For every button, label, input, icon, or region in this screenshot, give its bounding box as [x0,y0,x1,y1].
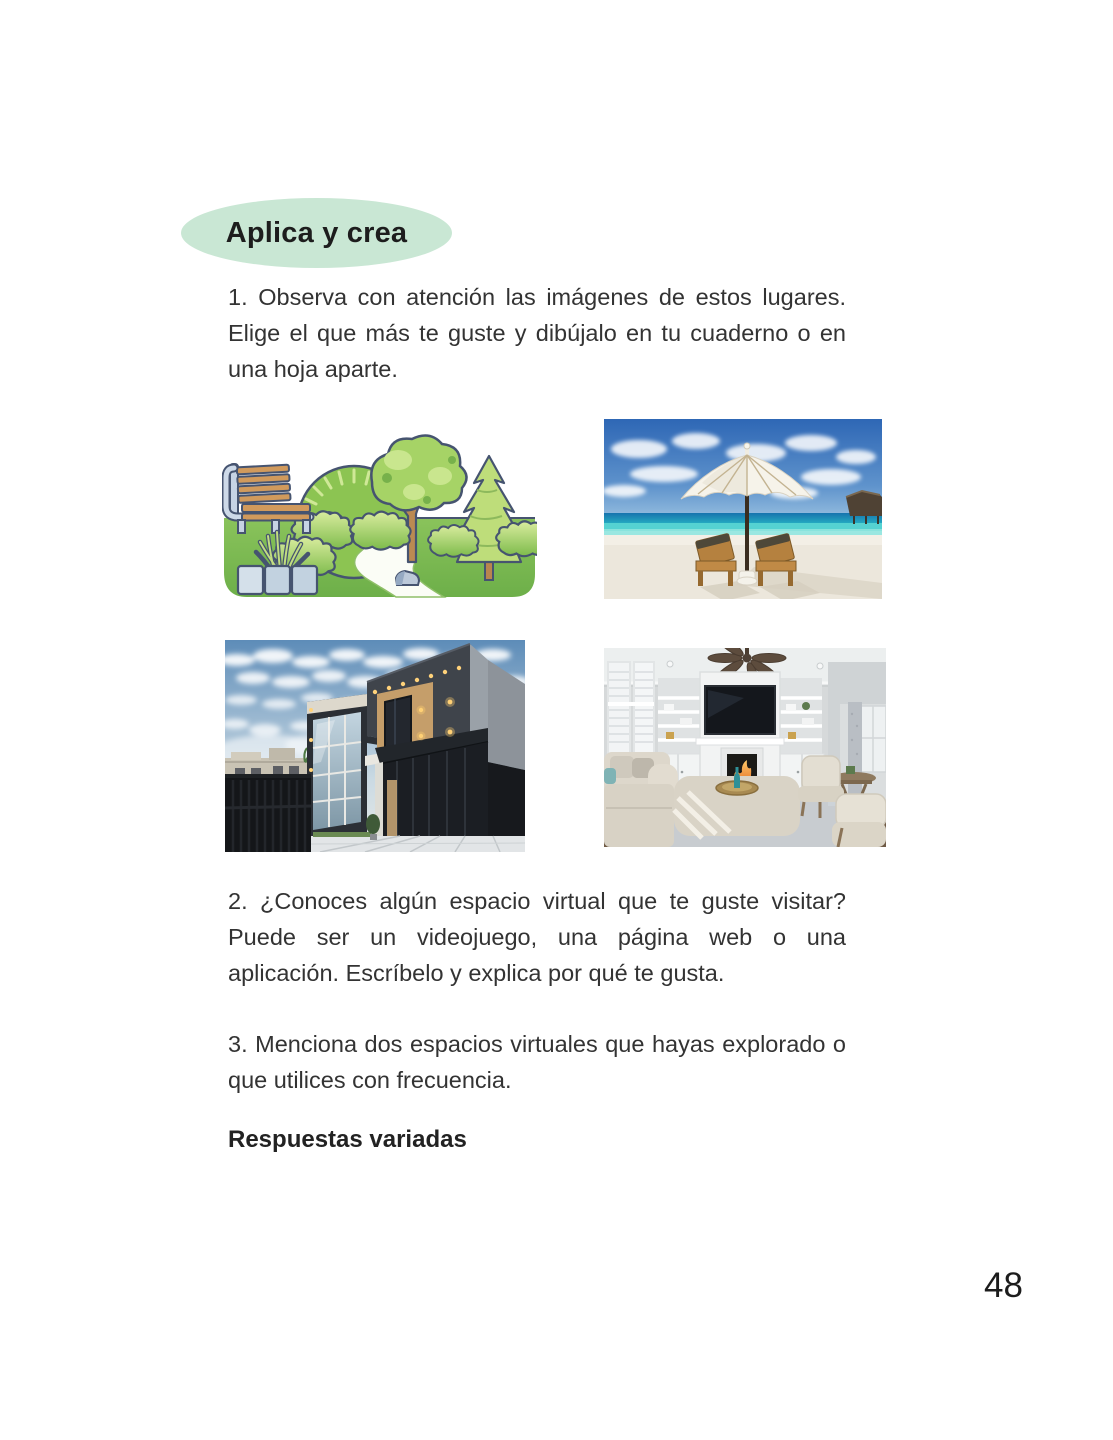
beach-photo [604,419,882,599]
instruction-2: 2. ¿Conoces algún espacio virtual que te guste visitar? Puede ser un videojuego, una página web o una aplicación. Escríbelo y explica por qué te gusta. [228,888,846,986]
instruction-3: 3. Menciona dos espacios virtuales que hayas explorado o que utilices con frecuencia. [228,1031,846,1093]
lit-doorway [387,780,397,836]
bush-icon [428,525,478,557]
park-illustration-svg [222,420,537,600]
modern-house-photo-svg [225,640,525,852]
planters-icon [238,566,317,594]
heading-label: Aplica y crea [225,216,408,249]
living-room-photo-svg [604,648,886,847]
bush-icon [496,521,537,556]
living-room-photo [604,648,886,847]
sofa [604,752,678,847]
mantel [696,738,784,745]
answer-note: Respuestas variadas [228,1126,467,1153]
rock-icon [396,571,419,585]
instruction-1: 1. Observa con atención las imágenes de estos lugares. Elige el que más te guste y dibújalo en tu cuaderno o en una hoja aparte. [228,284,846,382]
heading-badge [181,198,452,268]
armchair [832,794,886,847]
park-illustration [222,420,537,600]
window-shutters [608,662,654,758]
black-fence [225,774,311,852]
fireplace-wall [696,672,784,792]
recessed-light [817,663,823,669]
beach-photo-svg [604,419,882,599]
page-number: 48 [984,1266,1023,1305]
recessed-light [667,661,673,667]
modern-house-photo [225,640,525,852]
bush-icon [350,512,410,550]
teal-vase [734,772,740,788]
ottoman [674,767,800,838]
beach-sand-edge [604,535,882,545]
